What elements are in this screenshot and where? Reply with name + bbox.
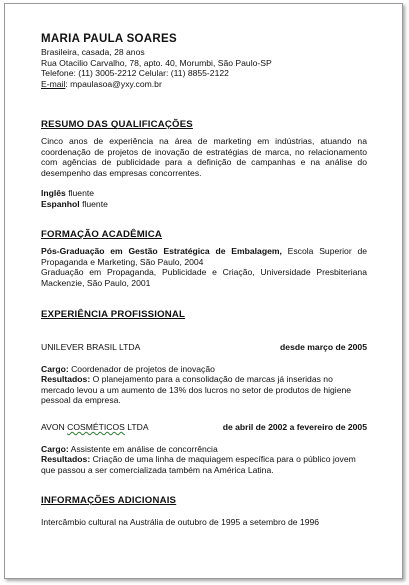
language-level: fluente	[65, 188, 95, 199]
company-name-part: LTDA	[124, 422, 149, 433]
job-period: de abril de 2002 a fevereiro de 2005	[222, 422, 367, 433]
job-details	[41, 364, 367, 406]
job-period: desde março de 2005	[280, 342, 367, 353]
job-results	[41, 454, 367, 475]
section-title-adicionais: INFORMAÇÕES ADICIONAIS	[41, 495, 177, 507]
job-role	[41, 444, 367, 455]
role-label: Cargo:	[41, 363, 69, 374]
language-english	[41, 188, 367, 199]
job-header	[41, 422, 367, 433]
education-degree: Pós-Graduação em Gestão Estratégica de Embalagem,	[41, 246, 282, 257]
email-line	[41, 79, 367, 90]
role-value: Coordenador de projetos de inovação	[68, 363, 215, 374]
results-label: Resultados:	[41, 374, 91, 385]
company-name: UNILEVER BRASIL LTDA	[41, 342, 141, 353]
phone-numbers: Telefone: (11) 3005-2212 Celular: (11) 8855-2122	[41, 68, 229, 79]
company-name	[41, 422, 149, 433]
results-label: Resultados:	[41, 454, 91, 465]
languages	[41, 188, 367, 209]
resume-header	[41, 32, 367, 89]
section-adicionais	[41, 496, 367, 527]
email-label: E-mail	[41, 78, 66, 89]
address: Rua Otacilio Carvalho, 78, apto. 40, Morumbi, São Paulo-SP	[41, 57, 272, 68]
candidate-name: MARIA PAULA SOARES	[41, 33, 177, 45]
section-qualificacoes	[41, 120, 367, 209]
qualificacoes-summary: Cinco anos de experiência na área de marketing em indústrias, atuando na coordenação de projetos de inovação de estratégias de marca, no relacionamento com agências de publicidade para a definição de campanhas e na análise do desempenho das empresas concorrentes.	[41, 135, 367, 178]
resume-content	[41, 32, 367, 528]
role-label: Cargo:	[41, 443, 69, 454]
language-name: Espanhol	[41, 198, 80, 209]
job-details	[41, 444, 367, 476]
results-value: O planejamento para a consolidação de marcas já inseridas no mercado levou a um aumento de 13% dos lucros no setor de produtos de higiene pessoal da empresa.	[41, 374, 352, 406]
section-formacao	[41, 230, 367, 289]
additional-info-item: Intercâmbio cultural na Austrália de outubro de 1995 a setembro de 1996	[41, 517, 320, 528]
job-results	[41, 374, 367, 406]
language-level: fluente	[79, 198, 108, 209]
company-name-part: AVON	[41, 422, 68, 433]
email-value: : mpaulasoa@yxy.com.br	[65, 78, 162, 89]
company-name-part: COSMÉTICOS	[67, 422, 125, 433]
language-spanish	[41, 199, 367, 210]
section-title-formacao: FORMAÇÃO ACADÊMICA	[41, 228, 163, 240]
job-header	[41, 342, 367, 353]
section-experiencia	[41, 310, 367, 476]
section-title-qualificacoes: RESUMO DAS QUALIFICAÇÕES	[41, 119, 193, 131]
results-value: Criação de uma linha de maquiagem específica para o público jovem que passou a ser comercializada também na América Latina.	[41, 454, 356, 475]
job-avon	[41, 422, 367, 475]
education-details: Escola Superior de Propaganda e Marketing, São Paulo, 2004	[41, 246, 367, 267]
role-value: Assistente em análise de concorrência	[68, 443, 218, 454]
language-name: Inglês	[41, 188, 66, 199]
job-unilever	[41, 342, 367, 406]
section-title-experiencia: EXPERIÊNCIA PROFISSIONAL	[41, 308, 186, 320]
personal-info: Brasileira, casada, 28 anos	[41, 47, 145, 57]
education-item-postgrad	[41, 246, 367, 267]
job-role	[41, 364, 367, 375]
education-item-graduation: Graduação em Propaganda, Publicidade e Criação, Universidade Presbiteriana Mackenzie, São Paulo, 2001	[41, 267, 367, 288]
document-page	[4, 3, 403, 579]
